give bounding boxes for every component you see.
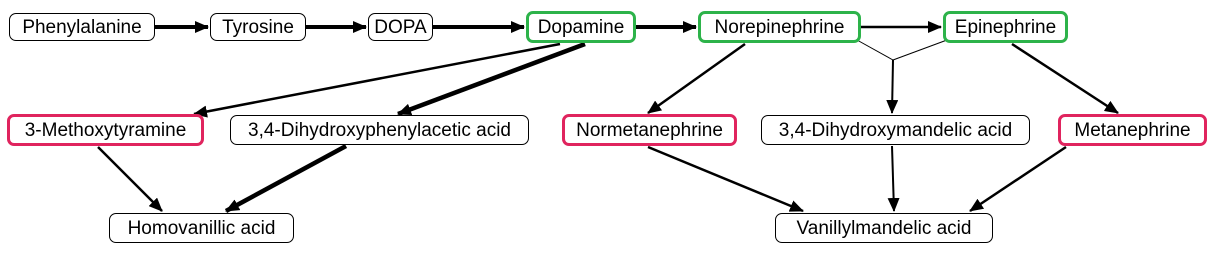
arrow-norepinephrine-to-normetanephrine xyxy=(648,44,745,113)
node-norepinephrine: Norepinephrine xyxy=(698,11,861,43)
arrow-dopac-to-hva xyxy=(226,146,346,211)
node-dopamine: Dopamine xyxy=(526,11,636,43)
arrow-epinephrine-to-metanephrine xyxy=(1012,44,1118,113)
node-phenylalanine: Phenylalanine xyxy=(9,13,155,41)
node-vanillylmandelic-acid: Vanillylmandelic acid xyxy=(775,213,993,243)
node-normetanephrine: Normetanephrine xyxy=(562,114,737,146)
arrow-dopamine-to-methoxytyramine xyxy=(194,44,560,114)
node-dopa: DOPA xyxy=(368,13,433,41)
node-homovanillic-acid: Homovanillic acid xyxy=(109,213,294,243)
connector-epinephrine-to-junction xyxy=(893,40,947,60)
arrow-metanephrine-to-vma xyxy=(970,147,1066,211)
arrow-junction-to-dhmandelic xyxy=(892,60,893,113)
node-tyrosine: Tyrosine xyxy=(210,13,306,41)
node-epinephrine: Epinephrine xyxy=(943,11,1068,43)
arrow-methoxytyramine-to-hva xyxy=(98,147,162,211)
arrow-dopamine-to-dopac xyxy=(398,44,585,114)
connector-norepinephrine-to-junction xyxy=(857,40,893,60)
arrow-dhmandelic-to-vma xyxy=(892,146,894,211)
arrow-normetanephrine-to-vma xyxy=(648,147,803,211)
node-dihydroxyphenylacetic-acid: 3,4-Dihydroxyphenylacetic acid xyxy=(230,115,529,145)
node-3-methoxytyramine: 3-Methoxytyramine xyxy=(7,114,204,146)
node-dihydroxymandelic-acid: 3,4-Dihydroxymandelic acid xyxy=(761,115,1030,145)
node-metanephrine: Metanephrine xyxy=(1058,114,1207,146)
